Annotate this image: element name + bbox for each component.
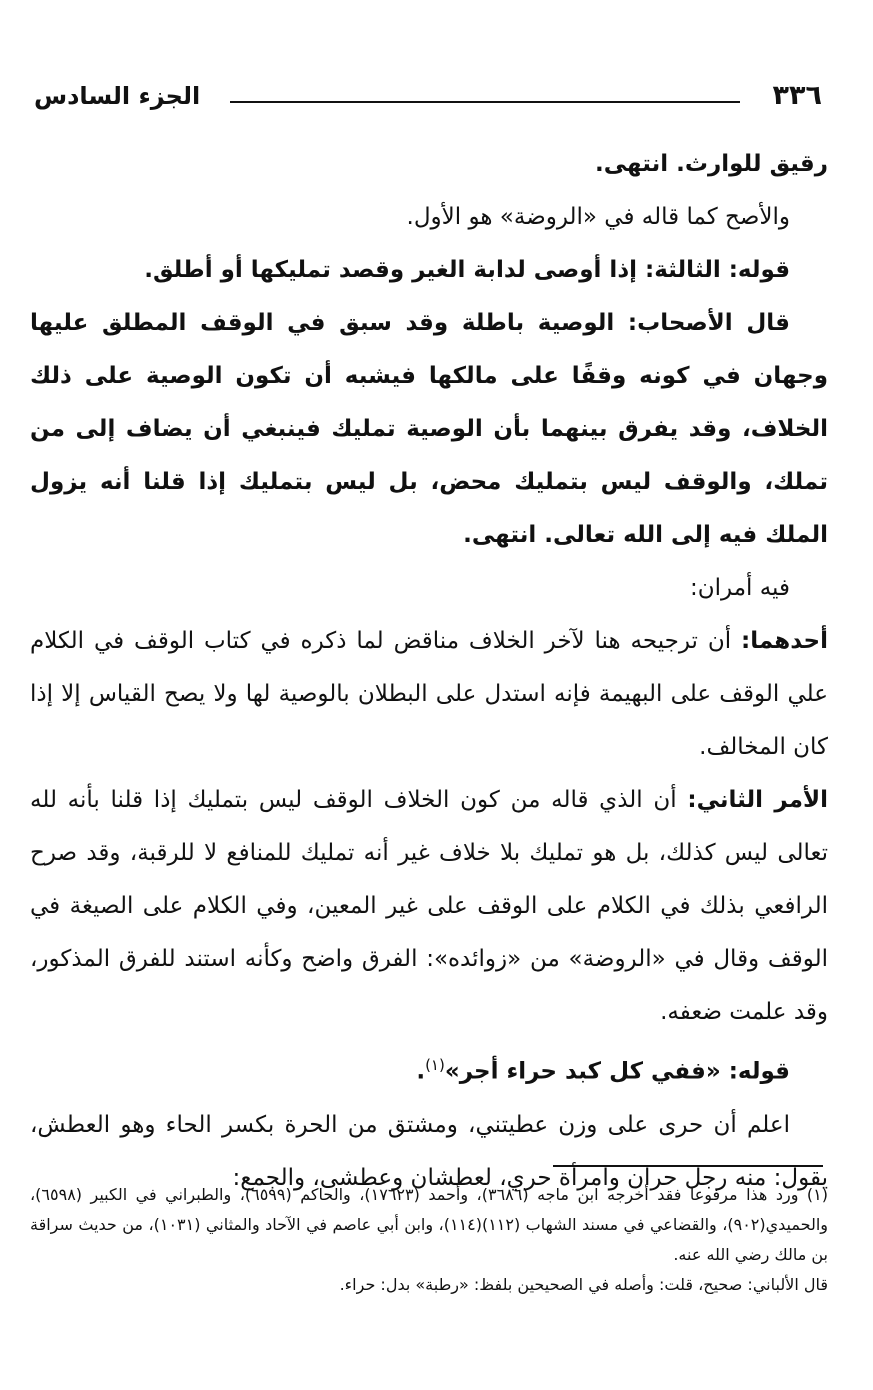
paragraph-7-lead: الأمر الثاني: bbox=[687, 787, 828, 813]
paragraph-3: قوله: الثالثة: إذا أوصى لدابة الغير وقصد تمليكها أو أطلق. bbox=[144, 257, 790, 283]
paragraph-6 bbox=[30, 615, 828, 774]
paragraph-9: اعلم أن حرى على وزن عطيتني، ومشتق من الحرة بكسر الحاء وهو العطش، يقول: منه رجل حران وامرأة حري، لعطشان وعطشى، والجمع: bbox=[30, 1111, 828, 1191]
paragraph-8-text: قوله: «ففي كل كبد حراء أجر» bbox=[444, 1058, 790, 1085]
running-title: الجزء السادس bbox=[34, 82, 201, 110]
page-number: ٣٣٦ bbox=[772, 80, 822, 111]
footnote-1: (١) ورد هذا مرفوعا فقد أخرجه ابن ماجه (٣٦٨٦)، وأحمد (١٧٦٢٣)، والحاكم (٦٥٩٩)، والطبراني في الكبير (٦٥٩٨)، والحميدي(٩٠٢)، والقضاعي في مسند الشهاب (١١٢)(١١٤)، وابن أبي عاصم في الآحاد والمثاني (١٠٣١)، من حديث سراقة بن مالك رضي الله عنه. bbox=[30, 1185, 828, 1264]
header-rule bbox=[230, 101, 740, 103]
paragraph-4: قال الأصحاب: الوصية باطلة وقد سبق في الوقف المطلق عليها وجهان في كونه وقفًا على مالكها فيشبه أن تكون الوصية على ذلك الخلاف، وقد يفرق بينهما بأن الوصية تمليك فينبغي أن يضاف إلى من تملك، والوقف ليس بتمليك محض، بل ليس بتمليك إذا قلنا أنه يزول الملك فيه إلى الله تعالى. انتهى. bbox=[30, 310, 828, 548]
paragraph-1: رقيق للوارث. انتهى. bbox=[595, 151, 828, 177]
paragraph-5: فيه أمران: bbox=[689, 575, 790, 601]
footnotes bbox=[30, 1180, 828, 1300]
page-header bbox=[34, 80, 822, 124]
paragraph-7 bbox=[30, 774, 828, 1039]
footnote-rule bbox=[553, 1165, 823, 1167]
paragraph-6-lead: أحدهما: bbox=[741, 628, 828, 654]
paragraph-2: والأصح كما قاله في «الروضة» هو الأول. bbox=[406, 204, 790, 230]
footnote-ref[interactable]: (١) bbox=[425, 1056, 445, 1074]
paragraph-6-text: أن ترجيحه هنا لآخر الخلاف مناقض لما ذكره في كتاب الوقف في الكلام علي الوقف على البهيمة فإنه استدل على البطلان بالوصية لها ولا يصح القياس إلا إذا كان المخالف. bbox=[30, 628, 828, 760]
paragraph-8 bbox=[30, 1039, 828, 1099]
footnote-2: قال الألباني: صحيح، قلت: وأصله في الصحيحين بلفظ: «رطبة» بدل: حراء. bbox=[339, 1275, 828, 1294]
paragraph-7-text: أن الذي قاله من كون الخلاف الوقف ليس بتمليك إذا قلنا بأنه لله تعالى ليس كذلك، بل هو تمليك بلا خلاف غير أنه تمليك للمنافع لا للرقبة، وقد صرح الرافعي بذلك في الكلام على الوقف على غير المعين، وفي الكلام على الصيغة في الوقف وقال في «الروضة» من «زوائده»: الفرق واضح وكأنه استند للفرق المذكور، وقد علمت ضعفه. bbox=[30, 787, 828, 1025]
main-text bbox=[30, 138, 828, 1205]
paragraph-8-end: . bbox=[416, 1058, 426, 1085]
